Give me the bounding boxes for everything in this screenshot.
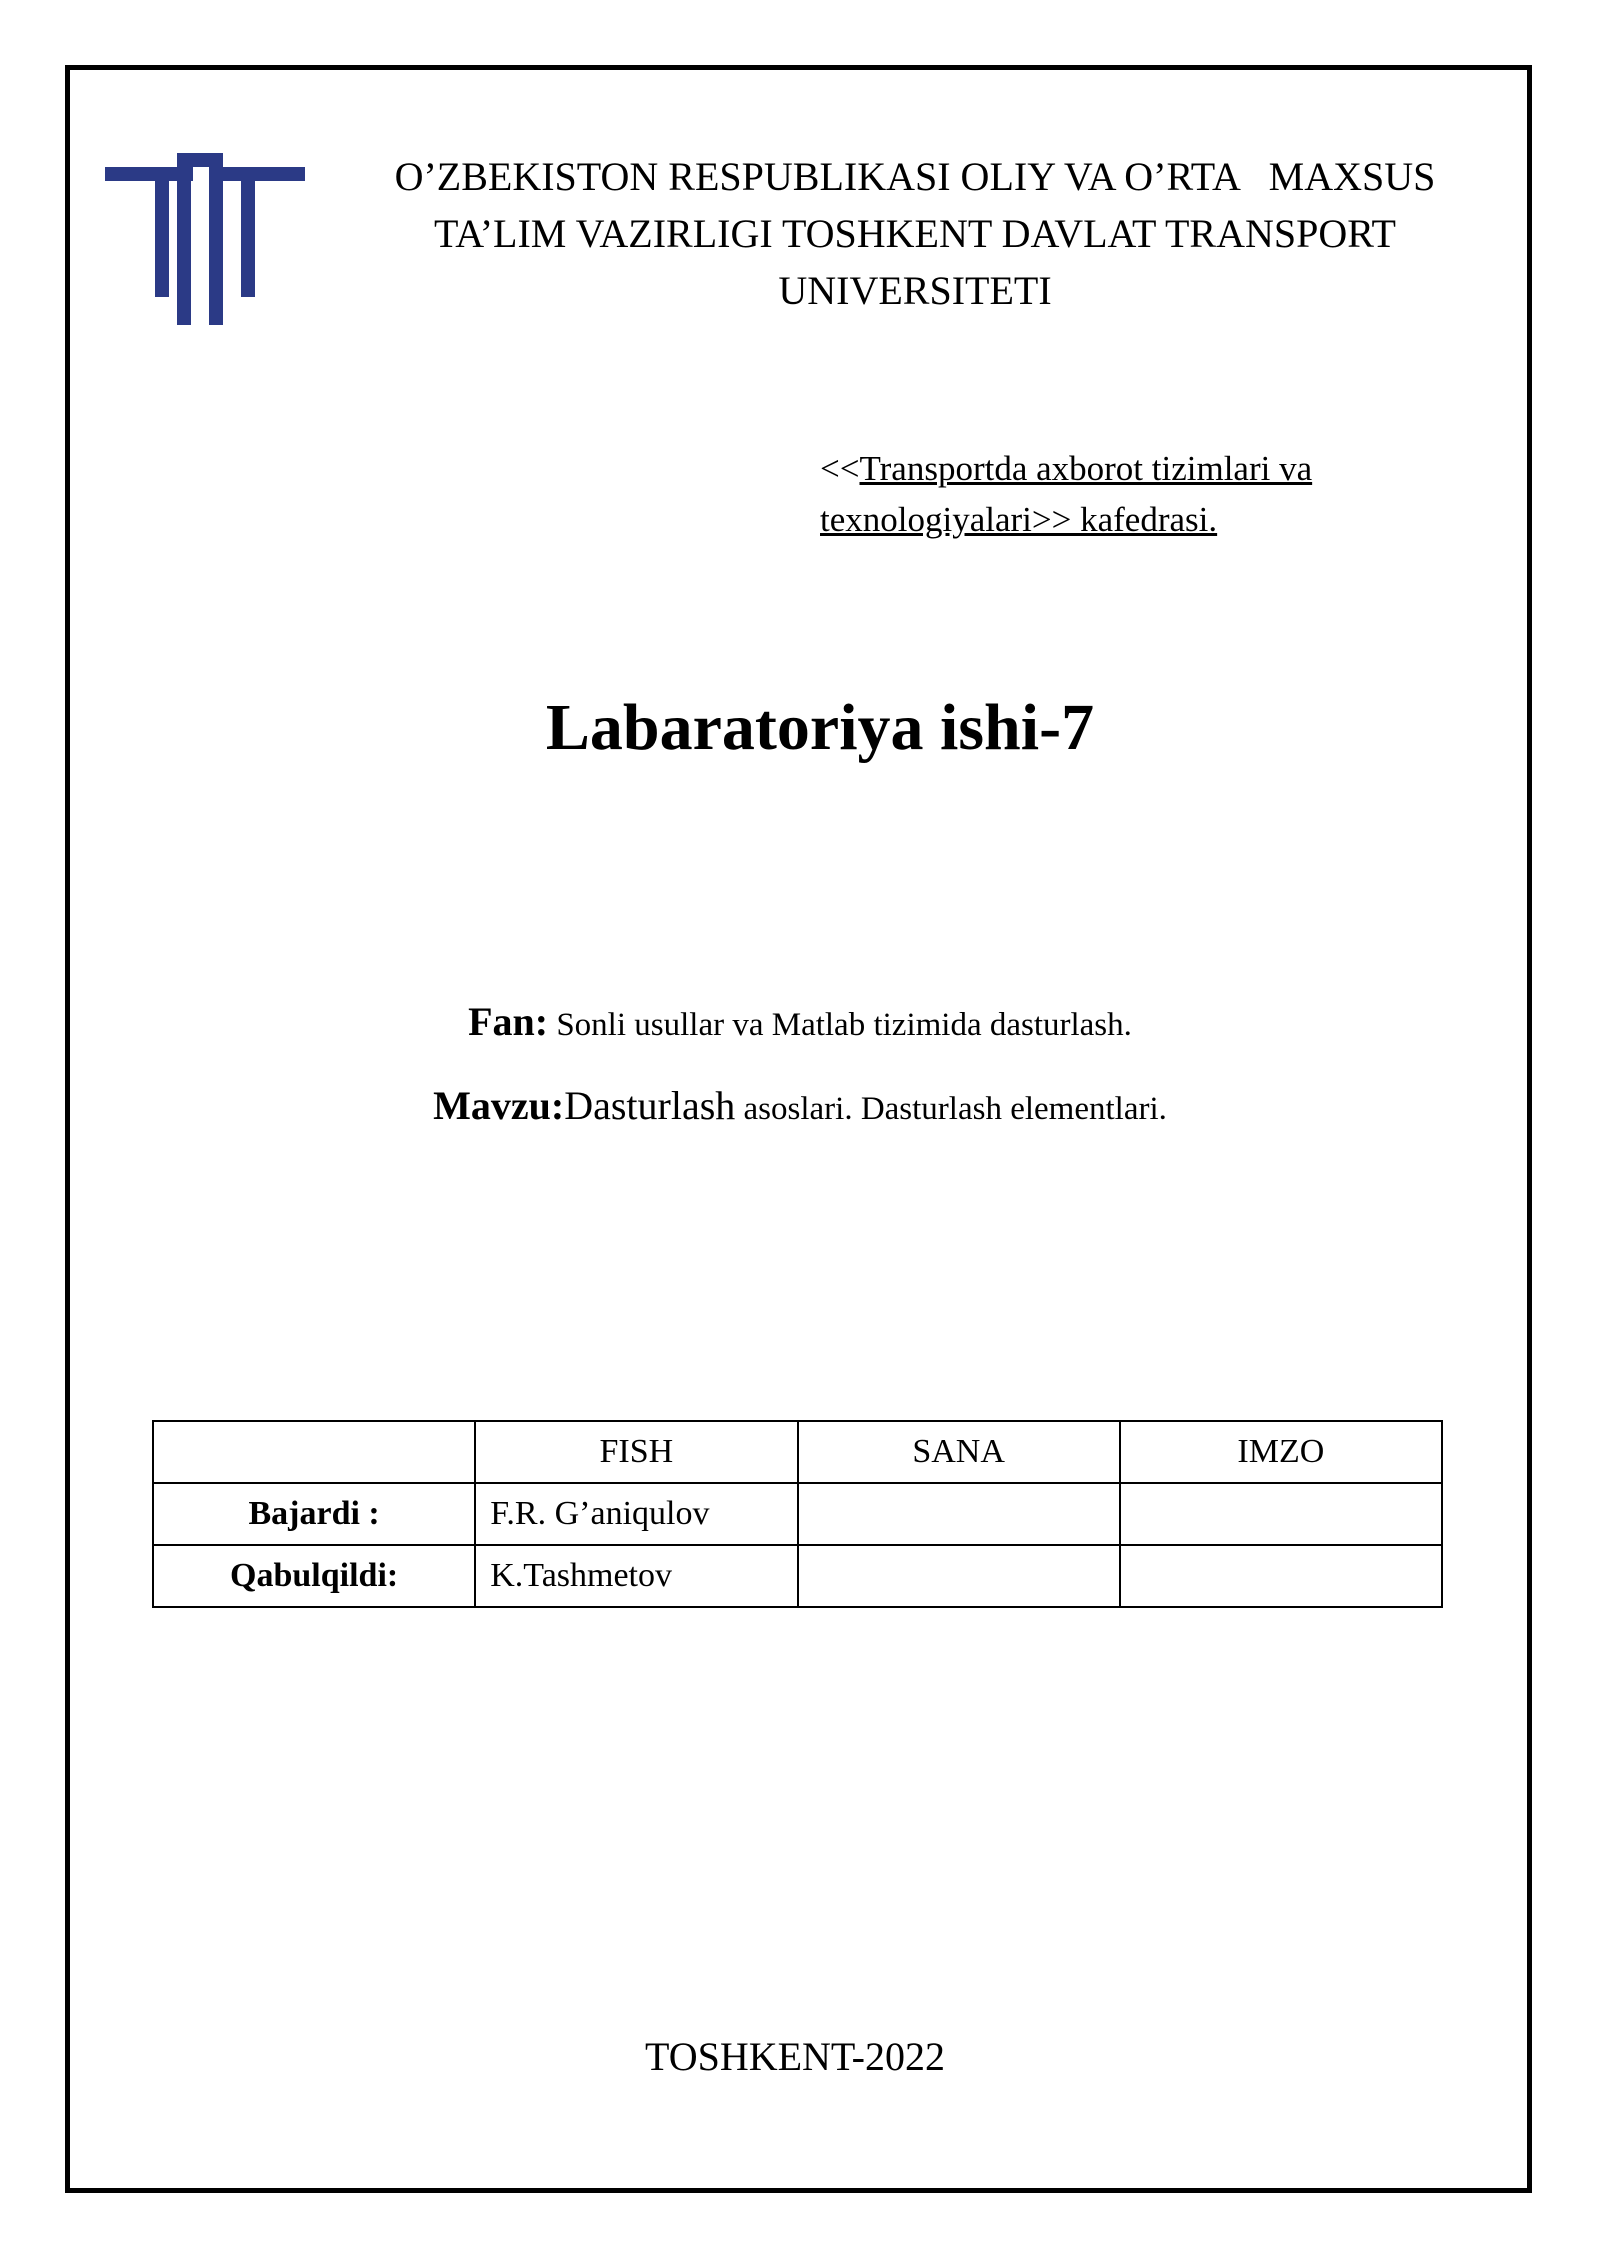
table-header-sana: SANA [798, 1421, 1120, 1483]
row-label: Qabulqildi: [153, 1545, 475, 1607]
department-prefix: << [820, 449, 860, 488]
university-line-2: TA’LIM VAZIRLIGI TOSHKENT DAVLAT TRANSPORT [434, 211, 1396, 256]
subject-label: Fan: [468, 999, 549, 1044]
university-name [330, 148, 1500, 319]
department-line-2: texnologiyalari>> kafedrasi. [820, 500, 1218, 539]
university-line-3: UNIVERSITETI [778, 268, 1052, 313]
row-imzo [1120, 1483, 1442, 1545]
signature-table [152, 1420, 1443, 1608]
university-logo-icon [105, 145, 305, 325]
topic-label: Mavzu: [433, 1083, 565, 1128]
table-row [153, 1545, 1442, 1607]
topic-value: asoslari. Dasturlash elementlari. [735, 1091, 1167, 1127]
page-border [65, 65, 1532, 2193]
row-imzo [1120, 1545, 1442, 1607]
department-line-1: Transportda axborot tizimlari va [859, 449, 1313, 488]
university-line-1: O’ZBEKISTON RESPUBLIKASI OLIY VA O’RTA MAXSUS [394, 154, 1436, 199]
table-header-fish: FISH [475, 1421, 797, 1483]
row-sana [798, 1545, 1120, 1607]
row-fish: F.R. G’aniqulov [475, 1483, 797, 1545]
table-header-row [153, 1421, 1442, 1483]
table-row [153, 1483, 1442, 1545]
row-fish: K.Tashmetov [475, 1545, 797, 1607]
topic-value-start: Dasturlash [564, 1083, 736, 1128]
department [820, 443, 1420, 545]
document-title: Labaratoriya ishi-7 [545, 691, 1095, 764]
subject-line [0, 998, 1600, 1045]
row-sana [798, 1483, 1120, 1545]
subject-value: Sonli usullar va Matlab tizimida dasturlash. [548, 1007, 1132, 1043]
table-header-empty [153, 1421, 475, 1483]
topic-line [0, 1082, 1600, 1129]
table-header-imzo: IMZO [1120, 1421, 1442, 1483]
footer-city-year: TOSHKENT-2022 [644, 2034, 946, 2079]
row-label: Bajardi : [153, 1483, 475, 1545]
